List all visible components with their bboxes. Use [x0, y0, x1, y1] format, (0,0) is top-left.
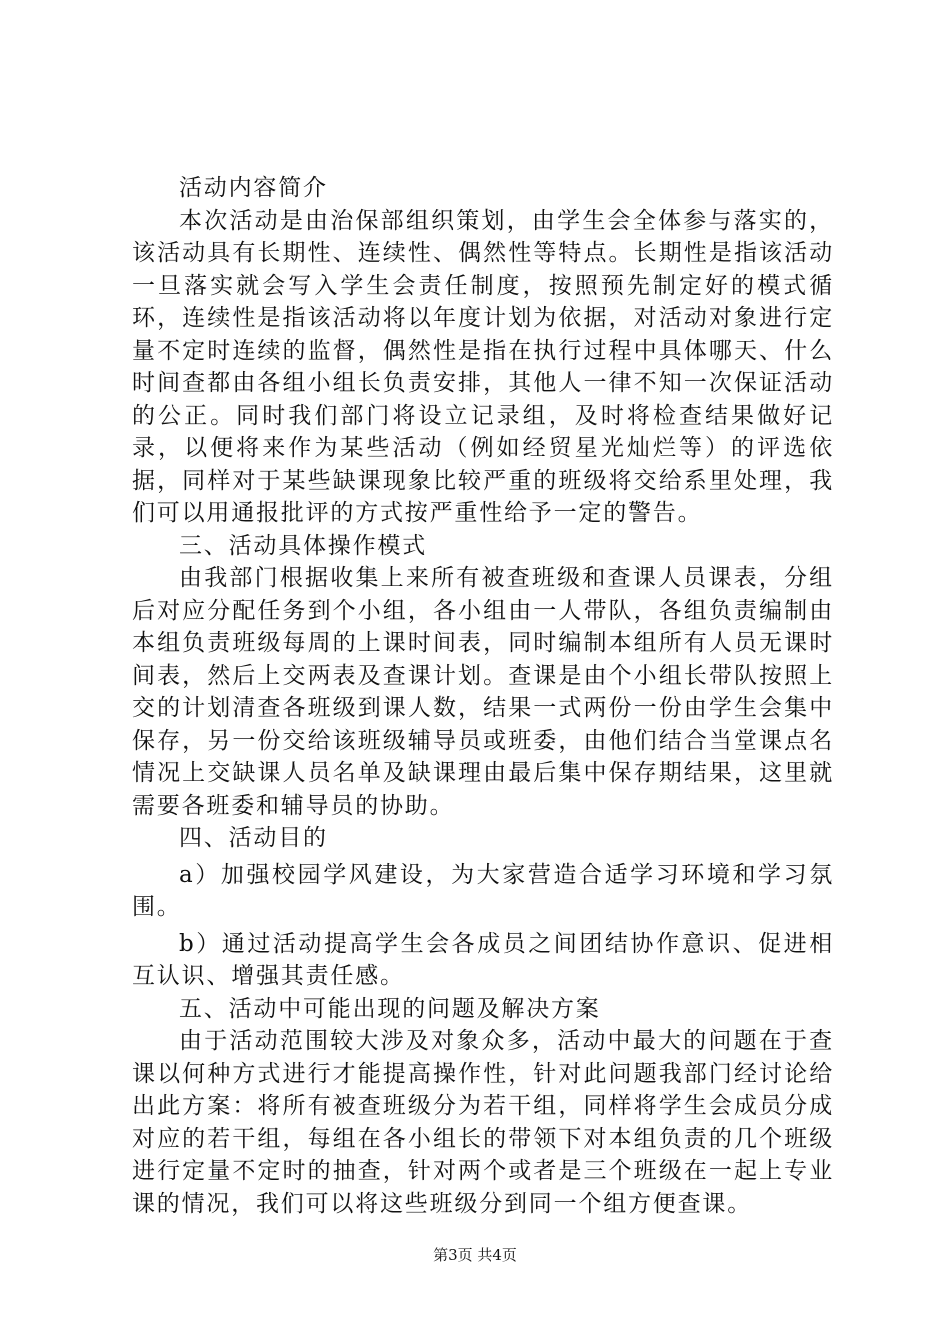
paragraph-purpose-a: a）加强校园学风建设，为大家营造合适学习环境和学习氛围。: [132, 861, 834, 920]
section-heading-purpose: 四、活动目的: [179, 825, 328, 851]
document-body: [132, 172, 834, 1220]
paragraph-purpose-b: b）通过活动提高学生会各成员之间团结协作意识、促进相互认识、增强其责任感。: [132, 930, 834, 989]
paragraph-operation-mode: 由我部门根据收集上来所有被查班级和查课人员课表，分组后对应分配任务到个小组，各小组由一人带队，各组负责编制由本组负责班级每周的上课时间表，同时编制本组所有人员无课时间表，然后上交两表及查课计划。查课是由个小组长带队按照上交的计划清查各班级到课人数，结果一式两份一份由学生会集中保存，另一份交给该班级辅导员或班委，由他们结合当堂课点名情况上交缺课人员名单及缺课理由最后集中保存期结果，这里就需要各班委和辅导员的协助。: [132, 565, 834, 819]
section-heading-operation-mode: 三、活动具体操作模式: [179, 532, 427, 559]
section-heading-problems: 五、活动中可能出现的问题及解决方案: [179, 995, 601, 1022]
paragraph-intro: 本次活动是由治保部组织策划，由学生会全体参与落实的，该活动具有长期性、连续性、偶然性等特点。长期性是指该活动一旦落实就会写入学生会责任制度，按照预先制定好的模式循环，连续性是指该活动将以年度计划为依据，对活动对象进行定量不定时连续的监督，偶然性是指在执行过程中具体哪天、什么时间查都由各组小组长负责安排，其他人一律不知一次保证活动的公正。同时我们部门将设立记录组，及时将检查结果做好记录，以便将来作为某些活动（例如经贸星光灿烂等）的评选依据，同样对于某些缺课现象比较严重的班级将交给系里处理，我们可以用通报批评的方式按严重性给予一定的警告。: [132, 207, 834, 526]
section-heading-intro: 活动内容简介: [179, 175, 328, 201]
page-number-footer: 第3页 共4页: [433, 1246, 517, 1264]
paragraph-problems: 由于活动范围较大涉及对象众多，活动中最大的问题在于查课以何种方式进行才能提高操作性，针对此问题我部门经讨论给出此方案：将所有被查班级分为若干组，同样将学生会成员分成对应的若干组，每组在各小组长的带领下对本组负责的几个班级进行定量不定时的抽查，针对两个或者是三个班级在一起上专业课的情况，我们可以将这些班级分到同一个组方便查课。: [132, 1028, 834, 1217]
